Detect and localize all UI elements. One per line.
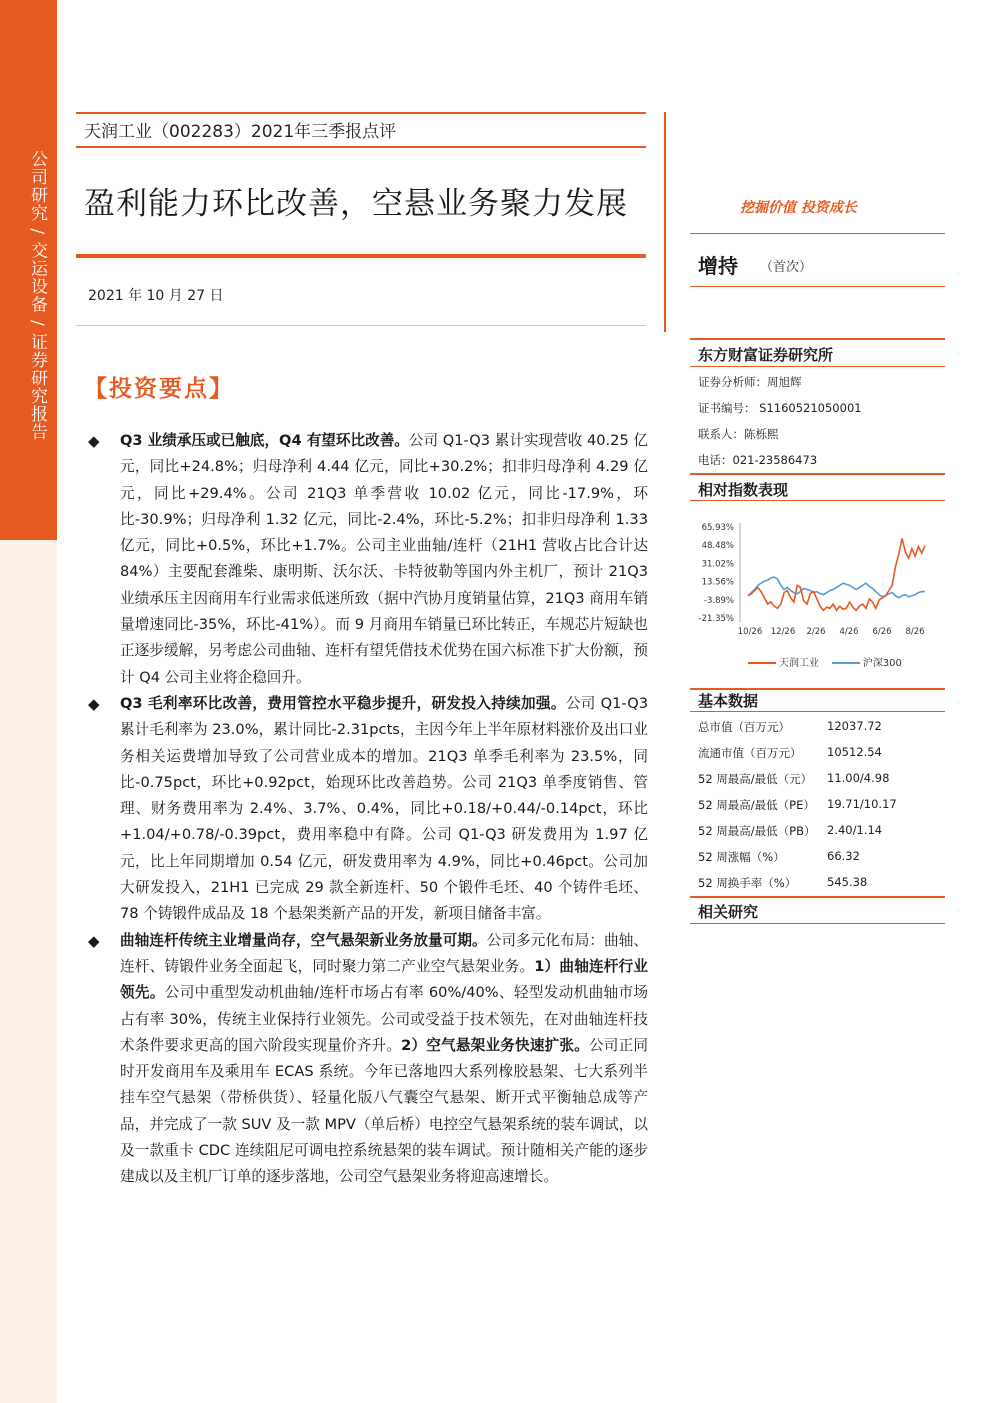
slogan: 挖掘价值 投资成长: [740, 200, 857, 216]
highlight-heading: Q3 毛利率环比改善，费用管控水平稳步提升，研发投入持续加强。: [120, 694, 566, 712]
chart-x-tick-label: 4/26: [839, 627, 859, 637]
chart-y-tick-label: 13.56%: [701, 577, 734, 588]
institute-top-rule: [690, 338, 945, 340]
chart-y-tick-label: -21.35%: [698, 614, 734, 624]
basic-data-label: 52 周最高/最低（PB）: [698, 824, 816, 838]
highlight-body: 公司 Q1-Q3 累计实现营收 40.25 亿元，同比+24.8%；归母净利 4.44 亿元，同比+30.2%；扣非归母净利 4.29 亿元，同比+29.4%。公司 21Q3 单季营收 10.02 亿元，同比-17.9%，环比-30.9%；归母净利 1.32 亿元，同比-2.4%，环比-5.2%；扣非归母净利 1.33 亿元，同比+0.5%，环比+1.7%。公司主业曲轴/连杆（21H1 营收占比合计达 84%）主要配套潍柴、康明斯、沃尔沃、卡特彼勒等国内外主机厂，预计 21Q3 业绩承压主因商用车行业需求低迷所致（据中汽协月度销量估算，21Q3 商用车销量增速同比-35%，环比-41%）。而 9 月商用车销量已环比转正，车规芯片短缺也正逐步缓解，另考虑公司曲轴、连杆有望凭借技术优势在国六标准下扩大份额，预计 Q4 公司主业将企稳回升。: [120, 432, 648, 686]
highlight-body: 公司中重型发动机曲轴/连杆市场占有率 60%/40%、轻型发动机曲轴市场占有率 30%，传统主业保持行业领先。公司或受益于技术领先，在对曲轴连杆技术条件要求更高的国六阶段实现量价齐升。: [120, 984, 648, 1054]
rating-bottom-rule: [690, 286, 945, 287]
chart-y-tick-label: 65.93%: [701, 523, 734, 533]
report-title: 盈利能力环比改善，空悬业务聚力发展: [84, 186, 628, 222]
chart-x-tick-label: 6/26: [872, 627, 892, 637]
institute-name: 东方财富证券研究所: [698, 346, 834, 364]
basic-data-label: 52 周换手率（%）: [698, 876, 797, 890]
related-research-title: 相关研究: [698, 903, 759, 921]
highlight-heading: Q3 业绩承压或已触底，Q4 有望环比改善。: [120, 432, 409, 449]
title-underline: [76, 254, 646, 258]
chart-series-line: [748, 577, 925, 598]
analyst: 证券分析师：周旭辉: [698, 375, 802, 389]
highlight-body: 公司多元化布局：曲轴、连杆、铸锻件业务全面起飞，同时聚力第二产业空气悬架业务。: [120, 931, 648, 975]
phone: 电话：021-23586473: [698, 453, 818, 467]
diamond-bullet-icon: ◆: [88, 931, 100, 950]
chart-x-tick-label: 8/26: [905, 627, 925, 637]
basic-data-title: 基本数据: [698, 692, 759, 710]
column-divider: [664, 112, 666, 332]
contact: 联系人：陈栎熙: [698, 427, 779, 441]
related-bottom-rule: [690, 923, 945, 924]
diamond-bullet-icon: ◆: [88, 432, 100, 450]
legend-label-tianrun: 天润工业: [779, 658, 819, 669]
highlight-body: 公司正同时开发商用车及乘用车 ECAS 系统。今年已落地四大系列橡胶悬架、七大系列半挂车空气悬架（带桥供货）、轻量化版八气囊空气悬架、断开式平衡轴总成等产品，并完成了一款 SUV 及一款 MPV（单后桥）电控空气悬架系统的装车调试，以及一款重卡 CDC 连续阻尼可调电控系统悬架的装车调试。预计随相关产能的逐步建成以及主机厂订单的逐步落地，公司空气悬架业务将迎高速增长。: [120, 1036, 648, 1186]
header-top-rule: [76, 112, 646, 114]
legend-label-hs300: 沪深300: [862, 658, 902, 669]
investment-highlights-title: 【投资要点】: [84, 376, 234, 402]
highlights-list: [88, 428, 648, 1191]
basic-data-value: 2.40/1.14: [827, 823, 883, 837]
legend-swatch-tianrun: [748, 662, 776, 664]
highlight-item: [88, 928, 648, 1191]
highlight-item: [88, 691, 648, 928]
basic-data-value: 19.71/10.17: [827, 797, 897, 811]
related-top-rule: [690, 896, 945, 898]
rating: 增持: [698, 254, 738, 278]
header-sub-rule: [76, 146, 646, 148]
diamond-bullet-icon: ◆: [88, 694, 100, 713]
left-sidebar: [0, 0, 57, 1403]
chart-y-tick-label: 31.02%: [701, 559, 734, 570]
chart-y-tick-label: 48.48%: [701, 541, 734, 552]
basic-data-value: 12037.72: [827, 719, 882, 733]
basic-data-label: 52 周最高/最低（PE）: [698, 798, 815, 812]
perf-top-rule: [690, 473, 945, 475]
sidebar-vertical-label: 公司研究 / 交运设备 / 证券研究报告: [27, 150, 47, 442]
chart-x-tick-label: 12/26: [770, 627, 796, 637]
certificate-number: 证书编号： S1160521050001: [698, 401, 862, 415]
basic-data-value: 545.38: [827, 875, 868, 889]
highlight-subheading: 2）空气悬架业务快速扩张。: [401, 1036, 590, 1054]
report-subtitle: 天润工业（002283）2021年三季报点评: [84, 122, 397, 142]
institute-bottom-rule: [690, 366, 945, 367]
rating-top-rule: [690, 233, 945, 234]
highlight-subheading: 1）曲轴连杆行业领先。: [120, 957, 648, 1002]
basic-data-label: 52 周涨幅（%）: [698, 850, 785, 864]
date-rule: [76, 325, 646, 326]
report-date: 2021 年 10 月 27 日: [88, 288, 224, 304]
basic-data-label: 总市值（百万元）: [698, 720, 790, 734]
chart-x-tick-label: 10/26: [737, 627, 763, 637]
basic-data-label: 流通市值（百万元）: [698, 746, 802, 760]
highlight-item: [88, 428, 648, 691]
basic-bottom-rule: [690, 711, 945, 712]
basic-data-value: 11.00/4.98: [827, 771, 890, 785]
highlight-heading: 曲轴连杆传统主业增量尚存，空气悬架新业务放量可期。: [120, 931, 487, 949]
chart-y-tick-label: -3.89%: [703, 595, 734, 606]
highlight-body: 公司 Q1-Q3 累计毛利率为 23.0%，累计同比-2.31pcts，主因今年上半年原材料涨价及出口业务相关运费增加导致了公司营业成本的增加。21Q3 单季毛利率为 23.5%，同比-0.75pct，环比+0.92pct，始现环比改善趋势。公司 21Q3 单季度销售、管理、财务费用率为 2.4%、3.7%、0.4%，同比+0.18/+0.44/-0.14pct，环比+1.04/+0.78/-0.39pct，费用率稳中有降。公司 Q1-Q3 研发费用为 1.97 亿元，比上年同期增加 0.54 亿元，研发费用率为 4.9%，同比+0.46pct。公司加大研发投入，21H1 已完成 29 款全新连杆、50 个锻件毛坯、40 个铸件毛坯、78 个铸锻件成品及 18 个悬架类新产品的开发，新项目储备丰富。: [120, 694, 648, 923]
legend-swatch-hs300: [832, 662, 860, 664]
basic-data-label: 52 周最高/最低（元）: [698, 772, 813, 786]
basic-data-value: 10512.54: [827, 745, 882, 759]
chart-x-tick-label: 2/26: [806, 627, 826, 637]
basic-data-value: 66.32: [827, 849, 860, 863]
chart-legend: [748, 654, 902, 669]
rating-note: （首次）: [760, 260, 813, 275]
relative-performance-title: 相对指数表现: [698, 481, 789, 499]
chart-series-line: [748, 538, 925, 610]
perf-bottom-rule: [690, 500, 945, 501]
